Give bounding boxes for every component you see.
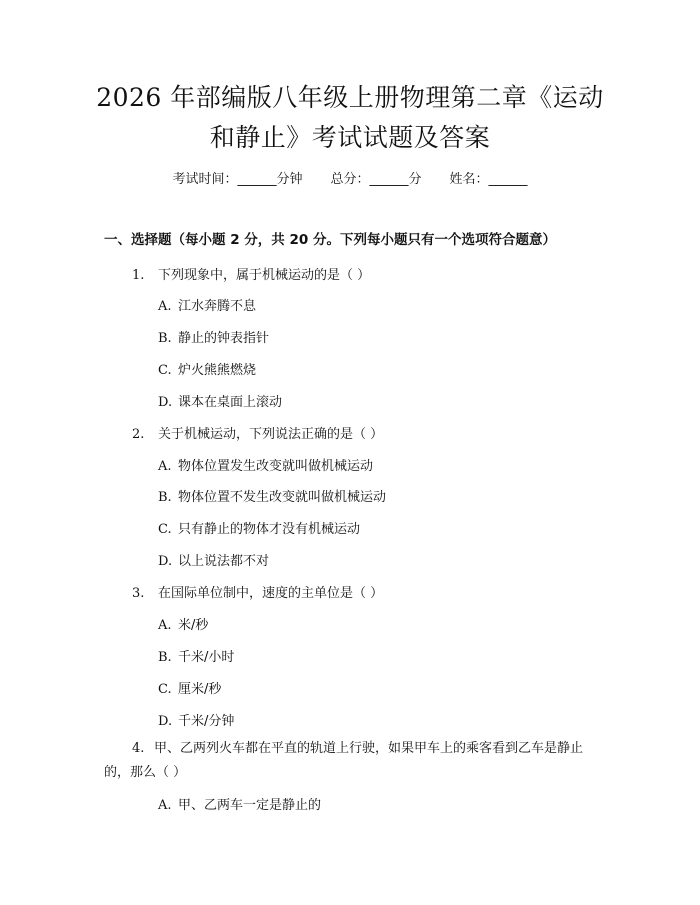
option-1a <box>158 295 256 314</box>
document-title <box>70 78 630 158</box>
option-2c <box>158 518 360 537</box>
name-field: 姓名：______ <box>449 172 528 187</box>
option-label: A. <box>158 798 172 813</box>
title-line-2: 和静止》考试试题及答案 <box>209 123 491 152</box>
option-text: 江水奔腾不息 <box>178 299 257 314</box>
option-label: A. <box>158 299 172 314</box>
option-3c <box>158 678 221 697</box>
option-1b <box>158 327 269 346</box>
question-text: 关于机械运动，下列说法正确的是（ ） <box>158 427 384 442</box>
option-3b <box>158 646 234 665</box>
exam-time-field: 考试时间：______分钟 <box>172 172 303 187</box>
option-text: 以上说法都不对 <box>178 554 270 569</box>
question-number: 4. <box>132 741 145 756</box>
question-text: 甲、乙两列火车都在平直的轨道上行驶，如果甲车上的乘客看到乙车是静止的，那么（ ） <box>104 741 584 780</box>
option-2a <box>158 455 373 474</box>
option-label: A. <box>158 618 172 633</box>
question-number: 3. <box>132 586 145 601</box>
option-text: 千米/分钟 <box>178 714 235 729</box>
question-2 <box>132 423 383 442</box>
option-label: D. <box>158 395 173 410</box>
exam-info <box>0 168 700 187</box>
option-label: C. <box>158 682 172 697</box>
option-label: C. <box>158 363 172 378</box>
total-score-field: 总分：______分 <box>330 172 422 187</box>
question-number: 1. <box>132 268 145 283</box>
option-2b <box>158 486 386 505</box>
option-label: D. <box>158 554 173 569</box>
question-number: 2. <box>132 427 145 442</box>
option-3a <box>158 614 208 633</box>
option-text: 课本在桌面上滚动 <box>178 395 283 410</box>
option-label: D. <box>158 714 173 729</box>
option-label: A. <box>158 459 172 474</box>
question-4 <box>104 737 596 785</box>
option-text: 物体位置发生改变就叫做机械运动 <box>178 459 374 474</box>
question-3 <box>132 582 383 601</box>
question-1 <box>132 264 370 283</box>
question-text: 在国际单位制中，速度的主单位是（ ） <box>158 586 384 601</box>
question-text: 下列现象中，属于机械运动的是（ ） <box>158 268 371 283</box>
option-1c <box>158 359 256 378</box>
option-label: B. <box>158 490 172 505</box>
option-text: 静止的钟表指针 <box>178 331 270 346</box>
option-text: 米/秒 <box>178 618 209 633</box>
option-2d <box>158 550 269 569</box>
option-label: B. <box>158 650 172 665</box>
option-3d <box>158 710 234 729</box>
section-heading: 一、选择题（每小题 2 分，共 20 分。下列每小题只有一个选项符合题意） <box>104 232 556 248</box>
option-1d <box>158 391 282 410</box>
option-4a <box>158 794 321 813</box>
option-text: 炉火熊熊燃烧 <box>178 363 257 378</box>
title-line-1: 2026 年部编版八年级上册物理第二章《运动 <box>96 83 604 112</box>
option-label: B. <box>158 331 172 346</box>
option-text: 物体位置不发生改变就叫做机械运动 <box>178 490 387 505</box>
option-text: 甲、乙两车一定是静止的 <box>178 798 322 813</box>
option-text: 只有静止的物体才没有机械运动 <box>178 522 361 537</box>
option-text: 厘米/秒 <box>178 682 222 697</box>
option-label: C. <box>158 522 172 537</box>
option-text: 千米/小时 <box>178 650 235 665</box>
